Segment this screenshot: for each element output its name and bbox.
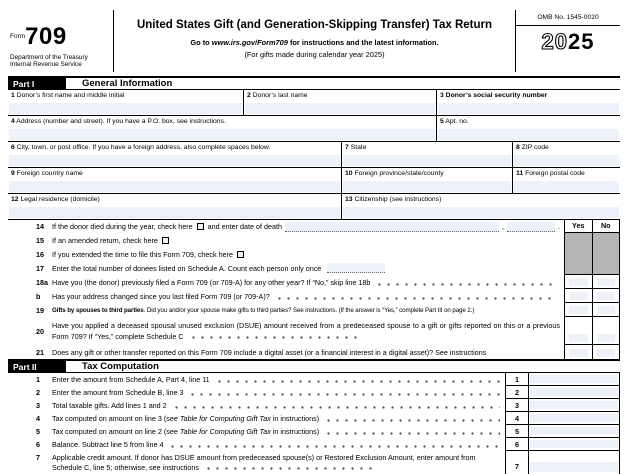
tax-row-5 [8, 425, 620, 438]
question-line-20 [8, 317, 620, 345]
field-4-input[interactable] [9, 129, 435, 140]
yes-no-row-18b [565, 289, 619, 303]
grid-row-names [8, 90, 620, 116]
tax-year-outline: 20 [541, 29, 568, 54]
field-9-number: 9 [11, 170, 15, 177]
field-2-label: Donor’s last name [252, 92, 308, 99]
tax-line-5-box: 5 [505, 425, 529, 438]
part2-header-bar [8, 359, 620, 373]
line-14-number: 14 [36, 222, 44, 231]
q19-yes-cell[interactable] [565, 303, 593, 316]
field-9-input[interactable] [9, 181, 340, 192]
tax-line-1-amount-cell[interactable] [529, 373, 620, 386]
form-id-block [8, 10, 114, 72]
tax-line-2-text: Enter the amount from Schedule B, line 3 [52, 388, 184, 397]
tax-line-4-dot-leader [327, 416, 500, 422]
q21-yes-input[interactable] [569, 349, 588, 357]
field-1-first-name [8, 90, 244, 115]
line-18b-dot-leader [278, 294, 555, 300]
form-body [8, 10, 620, 474]
line-20-dot-leader [192, 333, 362, 339]
tax-row-3 [8, 399, 620, 412]
tax-line-3-dot-leader [175, 403, 500, 409]
field-8-number: 8 [516, 144, 520, 151]
yes-no-row-18a [565, 275, 619, 289]
line-18a-number: 18a [36, 277, 48, 287]
yes-no-shaded-block [565, 233, 619, 275]
part1-header-bar [8, 76, 620, 90]
field-7-input[interactable] [343, 155, 511, 166]
q19-yes-input[interactable] [569, 306, 588, 314]
field-12-legal-residence [8, 194, 342, 219]
tax-line-3-box: 3 [505, 399, 529, 412]
form-word: Form [10, 33, 26, 40]
tax-line-2-amount-input[interactable] [530, 388, 618, 396]
tax-line-5-pre: Tax computed on amount on line 2 (see [52, 427, 180, 436]
tax-line-5-dot-leader [327, 429, 500, 435]
tax-line-2-dot-leader [191, 390, 500, 396]
tax-line-4-post: in instructions) [270, 414, 320, 423]
question-line-16 [8, 247, 620, 261]
line-16-number: 16 [36, 249, 44, 259]
form-title-block [114, 10, 516, 72]
line-18b-text: Has your address changed since you last filed Form 709 (or 709-A)? [52, 291, 270, 301]
question-line-15 [8, 233, 620, 247]
yes-no-header [565, 220, 619, 233]
tax-line-2-amount-cell[interactable] [529, 386, 620, 399]
tax-line-5-amount-cell[interactable] [529, 425, 620, 438]
line-17-number: 17 [36, 263, 44, 273]
goto-pre: Go to [190, 38, 212, 47]
tax-year [516, 29, 620, 55]
tax-line-1-box: 1 [505, 373, 529, 386]
agency-block [10, 54, 88, 69]
field-12-number: 12 [11, 196, 19, 203]
line-20-number: 20 [36, 326, 44, 336]
field-5-apt [437, 116, 620, 141]
tax-line-3-text: Total taxable gifts. Add lines 1 and 2 [52, 401, 167, 410]
field-7-label: State [350, 144, 367, 151]
tax-line-5-number: 5 [36, 427, 40, 436]
field-2-input[interactable] [245, 103, 435, 114]
field-9-label: Foreign country name [16, 170, 83, 177]
field-10-number: 10 [345, 170, 353, 177]
field-12-label: Legal residence (domicile) [20, 196, 100, 203]
q18a-no-input[interactable] [597, 278, 616, 286]
line-19-number: 19 [36, 305, 44, 315]
field-11-foreign-postal [513, 168, 620, 193]
field-11-number: 11 [516, 170, 524, 177]
omb-number: OMB No. 1545-0020 [516, 10, 620, 26]
line-18a-dot-leader [378, 280, 555, 286]
q21-no-cell[interactable] [593, 345, 620, 359]
line-21-text: Does any gift or other transfer reported on this Form 709 include a digital asset (or a financial interest in a digital asset)? See instructions [52, 347, 487, 357]
line-14-text: If the donor died during the year, check here [52, 222, 193, 231]
question-line-17 [8, 261, 620, 275]
form-header [8, 10, 620, 72]
tax-line-7-number: 7 [36, 453, 40, 462]
field-13-label: Citizenship (see instructions) [354, 196, 442, 203]
q20-no-cell[interactable] [593, 317, 620, 344]
field-4-label: Address (number and street). If you have a P.O. box, see instructions. [16, 118, 226, 125]
field-5-input[interactable] [438, 129, 619, 140]
field-12-input[interactable] [9, 207, 340, 218]
q21-no-input[interactable] [597, 349, 616, 357]
tax-line-3-number: 3 [36, 401, 40, 410]
field-3-number: 3 [440, 92, 444, 99]
line-19-text: . Did you and/or your spouse make gifts to third parties? See instructions. (If the answer is “Yes,” complete Part III on page 2.) [143, 306, 475, 314]
part2-title: Tax Computation [82, 361, 159, 372]
field-3-label: Donor’s social security number [445, 92, 548, 99]
yes-column-header: Yes [565, 220, 593, 232]
field-11-input[interactable] [514, 181, 619, 192]
tax-line-3-amount-cell[interactable] [529, 399, 620, 412]
field-13-citizenship [342, 194, 620, 219]
tax-year-bold: 25 [568, 29, 595, 54]
q18b-yes-input[interactable] [569, 292, 588, 300]
tax-line-5-amount-input[interactable] [530, 427, 618, 435]
line-15-number: 15 [36, 235, 44, 245]
question-line-19 [8, 303, 620, 317]
line-15-text: If an amended return, check here [52, 235, 158, 245]
calendar-year-note: (For gifts made during calendar year 2025) [244, 50, 385, 59]
q18b-no-input[interactable] [597, 292, 616, 300]
field-6-city [8, 142, 342, 167]
field-4-number: 4 [11, 118, 15, 125]
form-number: 709 [25, 23, 67, 50]
tax-line-5-italic: Table for Computing Gift Tax [179, 427, 271, 436]
tax-line-6-number: 6 [36, 440, 40, 449]
tax-line-2-number: 2 [36, 388, 40, 397]
tax-line-7-dot-leader [207, 464, 377, 470]
question-line-18b [8, 289, 620, 303]
line-18b-number: b [36, 291, 41, 301]
tax-line-6-box: 6 [505, 438, 529, 451]
field-6-label: City, town, or post office. If you have a foreign address, also complete spaces below. [16, 144, 271, 151]
tax-line-1-dot-leader [218, 377, 500, 383]
q19-no-cell[interactable] [593, 303, 620, 316]
q20-yes-cell[interactable] [565, 317, 593, 344]
agency-line-1: Department of the Treasury [10, 53, 88, 61]
tax-line-2-box: 2 [505, 386, 529, 399]
field-1-label: Donor’s first name and middle initial [16, 92, 125, 99]
tax-line-4-italic: Table for Computing Gift Tax [179, 414, 271, 423]
tax-line-4-pre: Tax computed on amount on line 3 (see [52, 414, 180, 423]
field-7-number: 7 [345, 144, 349, 151]
tax-line-3-amount-input[interactable] [530, 401, 618, 409]
question-line-14 [8, 220, 620, 233]
donor-died-checkbox[interactable] [197, 223, 204, 230]
yes-no-row-19 [565, 303, 619, 317]
donees-count-input[interactable] [327, 263, 385, 273]
form-title: United States Gift (and Generation-Skipping Transfer) Tax Return [136, 19, 493, 31]
tax-line-6-dot-leader [171, 442, 500, 448]
part1-questions [8, 220, 620, 359]
field-8-input[interactable] [514, 155, 619, 166]
tax-line-7-text-wrap [52, 451, 505, 474]
field-1-input[interactable] [9, 103, 242, 114]
tax-line-5-text [52, 427, 319, 436]
line-20-text: Have you applied a deceased spousal unused exclusion (DSUE) amount received from a predeceased spouse to a gift or gifts reported on this or a previous Form 709? If “Yes,” complete Schedule C [52, 321, 560, 341]
field-3-ssn [437, 90, 620, 115]
goto-post: for instructions and the latest information. [287, 38, 439, 47]
tax-row-6 [8, 438, 620, 451]
part1-badge: Part I [8, 78, 66, 89]
q20-yes-input[interactable] [569, 334, 588, 342]
field-13-input[interactable] [343, 207, 619, 218]
field-4-address [8, 116, 437, 141]
tax-row-7 [8, 451, 620, 474]
tax-line-1-text: Enter the amount from Schedule A, Part 4, line 11 [52, 375, 210, 384]
tax-line-6-amount-cell[interactable] [529, 438, 620, 451]
part2-badge: Part II [8, 361, 66, 372]
field-8-label: ZIP code [521, 144, 549, 151]
line-14-period: . [558, 222, 560, 231]
extended-time-checkbox[interactable] [237, 251, 244, 258]
line-14-text2: and enter date of death [207, 222, 282, 231]
field-7-state [342, 142, 513, 167]
field-5-number: 5 [440, 118, 444, 125]
line-14-comma: , [502, 222, 504, 231]
tax-row-1 [8, 373, 620, 386]
yes-no-row-21 [565, 345, 619, 359]
tax-line-4-text [52, 414, 319, 423]
field-6-number: 6 [11, 144, 15, 151]
agency-line-2: Internal Revenue Service [10, 61, 82, 69]
field-2-number: 2 [247, 92, 251, 99]
field-2-last-name [244, 90, 437, 115]
shaded-yes-cell [565, 233, 593, 274]
tax-row-2 [8, 386, 620, 399]
tax-line-1-amount-input[interactable] [530, 375, 618, 383]
field-10-foreign-province [342, 168, 513, 193]
grid-row-city [8, 142, 620, 168]
field-6-input[interactable] [9, 155, 340, 166]
q18b-no-cell[interactable] [593, 289, 620, 302]
line-16-text: If you extended the time to file this Form 709, check here [52, 249, 233, 259]
q19-no-input[interactable] [597, 306, 616, 314]
tax-line-4-number: 4 [36, 414, 40, 423]
q21-yes-cell[interactable] [565, 345, 593, 359]
date-of-death-input[interactable] [285, 222, 499, 232]
line-17-text: Enter the total number of donees listed on Schedule A. Count each person only once [52, 263, 322, 273]
yes-no-column [564, 220, 620, 359]
tax-row-4 [8, 412, 620, 425]
question-line-21 [8, 345, 620, 359]
tax-line-7-box: 7 [505, 451, 529, 474]
field-13-number: 13 [345, 196, 353, 203]
instructions-line [114, 38, 515, 47]
line-19-bold-text: Gifts by spouses to third parties [52, 306, 144, 314]
field-1-number: 1 [11, 92, 15, 99]
part2-tax-computation [8, 373, 620, 474]
tax-line-7-amount-input[interactable] [530, 462, 618, 472]
q18a-yes-cell[interactable] [565, 275, 593, 288]
omb-year-block [516, 10, 620, 72]
grid-row-foreign [8, 168, 620, 194]
tax-line-6-amount-input[interactable] [530, 440, 618, 448]
q18a-yes-input[interactable] [569, 278, 588, 286]
tax-line-7-amount-cell[interactable] [529, 451, 620, 474]
shaded-no-cell [593, 233, 620, 274]
yes-no-row-20 [565, 317, 619, 345]
date-of-death-year-input[interactable] [507, 222, 555, 232]
line-21-number: 21 [36, 347, 44, 357]
q18b-yes-cell[interactable] [565, 289, 593, 302]
field-8-zip [513, 142, 620, 167]
field-3-input[interactable] [438, 103, 619, 114]
field-5-label: Apt. no. [445, 118, 469, 125]
field-10-label: Foreign province/state/county [354, 170, 444, 177]
line-18a-text: Have you (the donor) previously filed a Form 709 (or 709-A) for any other year? If “No,” skip line 18b [52, 277, 371, 287]
amended-return-checkbox[interactable] [162, 237, 169, 244]
q18a-no-cell[interactable] [593, 275, 620, 288]
no-column-header: No [600, 221, 611, 230]
question-line-18a [8, 275, 620, 289]
field-11-label: Foreign postal code [525, 170, 585, 177]
grid-row-residence [8, 194, 620, 220]
tax-line-4-amount-cell[interactable] [529, 412, 620, 425]
tax-line-7-text: Applicable credit amount. If donor has DSUE amount from predeceased spouse(s) or Restored Exclusion Amount, enter amount from Schedule C, line 5; otherwise, see instructions [52, 453, 476, 473]
line-20-text-wrap [52, 320, 560, 342]
tax-line-6-text: Balance. Subtract line 5 from line 4 [52, 440, 164, 449]
irs-url: www.irs.gov/Form709 [211, 38, 288, 47]
grid-row-address [8, 116, 620, 142]
tax-line-1-number: 1 [36, 375, 40, 384]
part1-grid [8, 90, 620, 220]
tax-line-4-amount-input[interactable] [530, 414, 618, 422]
tax-line-5-post: in instructions) [270, 427, 320, 436]
field-9-foreign-country [8, 168, 342, 193]
q20-no-input[interactable] [597, 334, 616, 342]
tax-line-4-box: 4 [505, 412, 529, 425]
field-10-input[interactable] [343, 181, 511, 192]
part1-title: General Information [82, 78, 173, 89]
